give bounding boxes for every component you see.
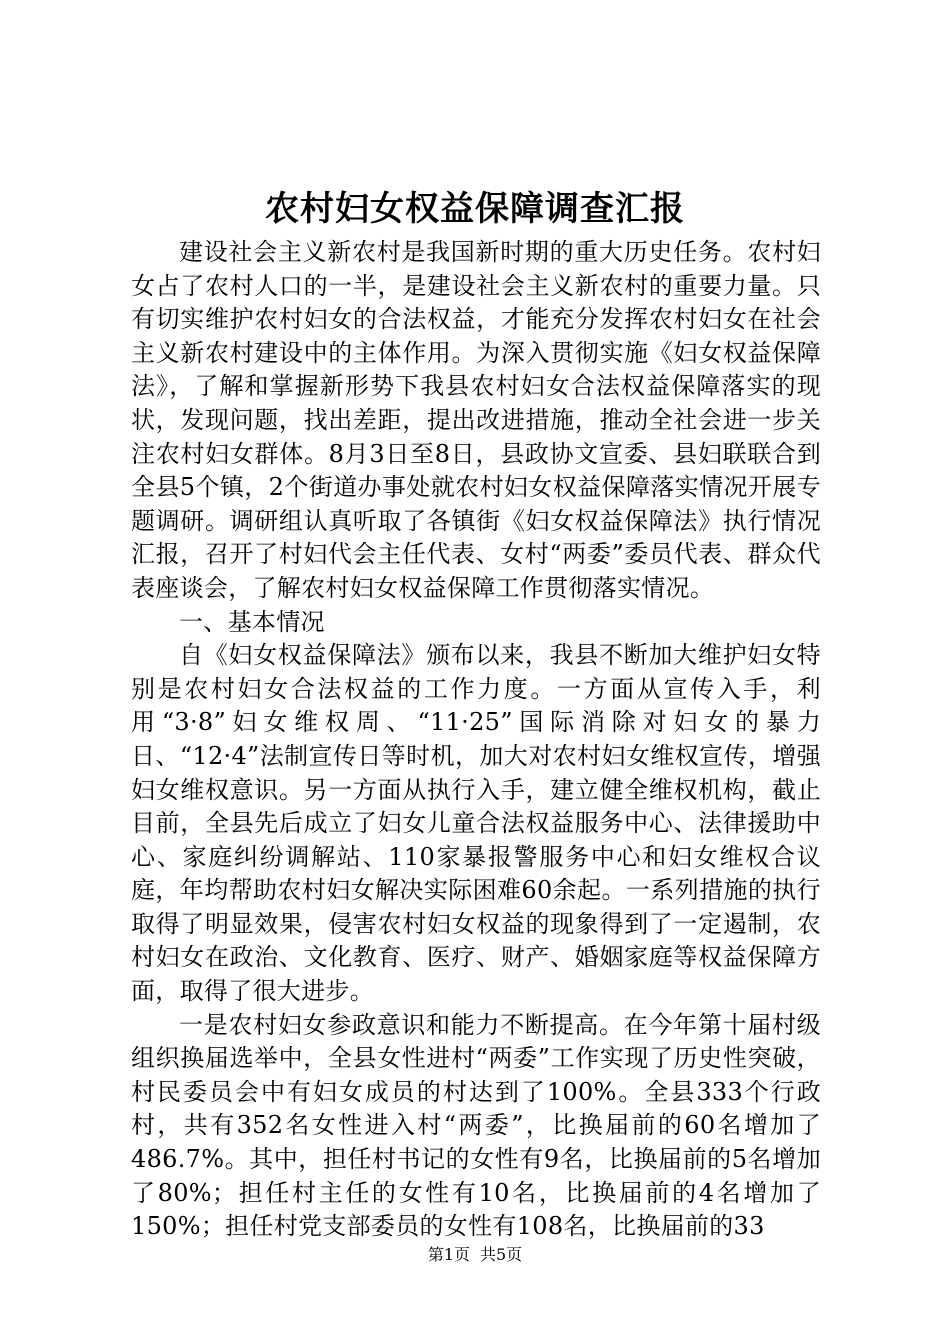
document-title: 农村妇女权益保障调查汇报 xyxy=(265,189,685,229)
page-total: 共5页 xyxy=(480,1245,523,1264)
section-heading-basic-situation: 一、基本情况 xyxy=(179,607,325,636)
page-number: 第1页 xyxy=(427,1245,470,1264)
paragraph-basic-situation: 自《妇女权益保障法》颁布以来，我县不断加大维护妇女特别是农村妇女合法权益的工作力度。一方面从宣传入手，利用“3·8”妇女维权周、“11·25”国际消除对妇女的暴力日、“12·4”法制宣传日等时机，加大对农村妇女维权宣传，增强妇女维权意识。另一方面从执行入手，建立健全维权机构，截止目前，全县先后成立了妇女儿童合法权益服务中心、法律援助中心、家庭纠纷调解站、110家暴报警服务中心和妇女维权合议庭，年均帮助农村妇女解决实际困难60余起。一系列措施的执行取得了明显效果，侵害农村妇女权益的现象得到了一定遏制，农村妇女在政治、文化教育、医疗、财产、婚姻家庭等权益保障方面，取得了很大进步。 xyxy=(131,641,821,1006)
paragraph-intro: 建设社会主义新农村是我国新时期的重大历史任务。农村妇女占了农村人口的一半，是建设社会主义新农村的重要力量。只有切实维护农村妇女的合法权益，才能充分发挥农村妇女在社会主义新农村建设中的主体作用。为深入贯彻实施《妇女权益保障法》，了解和掌握新形势下我县农村妇女合法权益保障落实的现状，发现问题，找出差距，提出改进措施，推动全社会进一步关注农村妇女群体。8月3日至8日，县政协文宣委、县妇联联合到全县5个镇，2个街道办事处就农村妇女权益保障落实情况开展专题调研。调研组认真听取了各镇街《妇女权益保障法》执行情况汇报，召开了村妇代会主任代表、女村“两委”委员代表、群众代表座谈会，了解农村妇女权益保障工作贯彻落实情况。 xyxy=(131,238,821,602)
document-body xyxy=(131,236,821,1244)
page-footer xyxy=(0,1244,950,1266)
paragraph-political-participation: 一是农村妇女参政意识和能力不断提高。在今年第十届村级组织换届选举中，全县女性进村“两委”工作实现了历史性突破，村民委员会中有妇女成员的村达到了100%。全县333个行政村，共有352名女性进入村“两委”，比换届前的60名增加了486.7%。其中，担任村书记的女性有9名，比换届前的5名增加了80%；担任村主任的女性有10名，比换届前的4名增加了150%；担任村党支部委员的女性有108名，比换届前的33 xyxy=(131,1010,821,1241)
